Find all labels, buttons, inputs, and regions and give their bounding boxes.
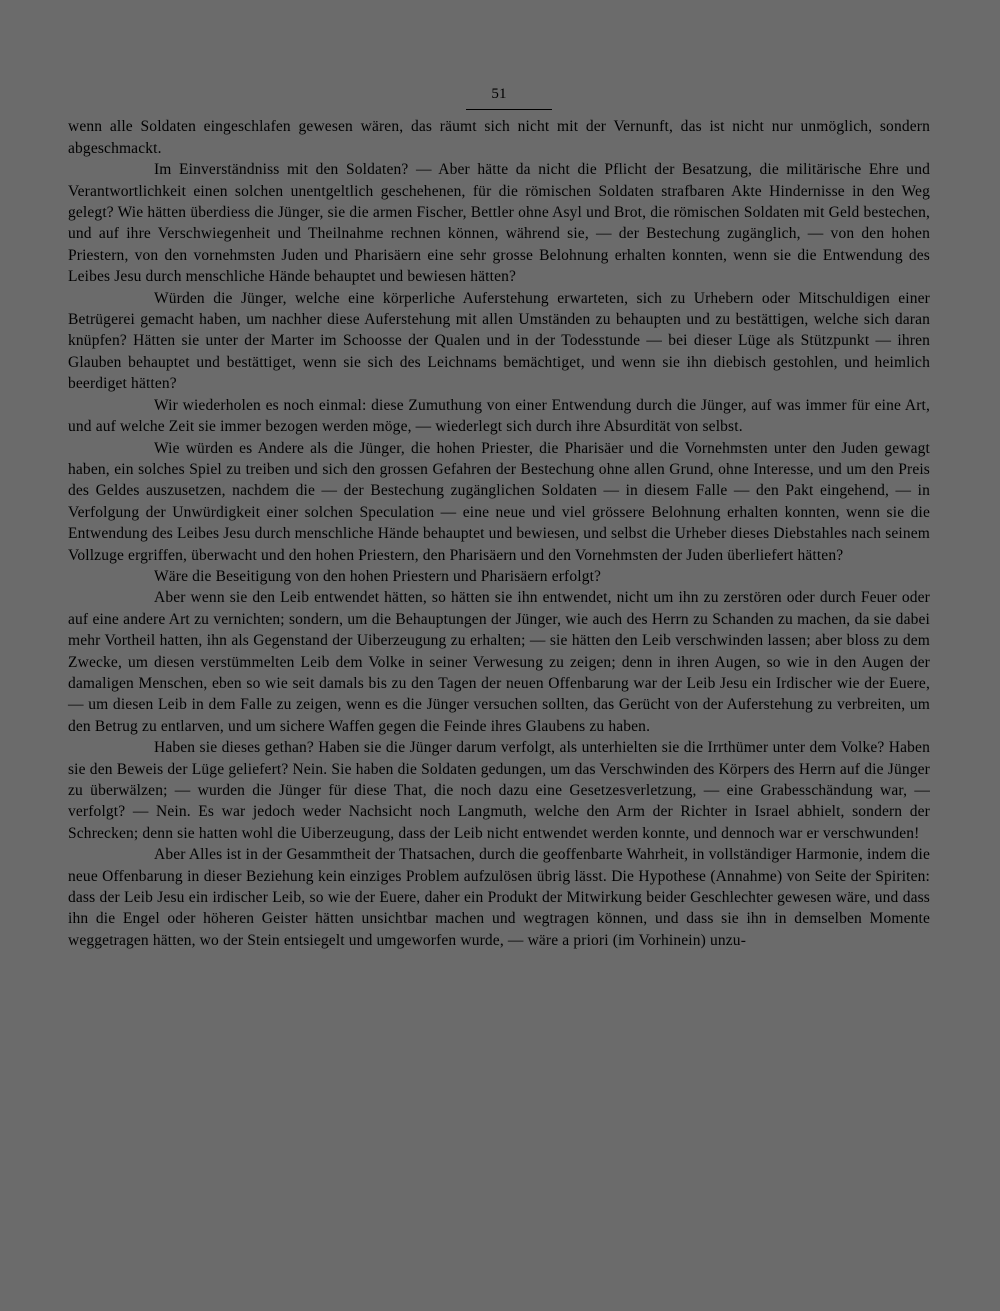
page-number: [68, 84, 930, 105]
page-number-rule: [466, 109, 552, 110]
paragraph: wenn alle Soldaten eingeschlafen gewesen wären, das räumt sich nicht mit der Vernunft, das ist nicht nur unmöglich, sondern abgeschmackt.: [68, 118, 930, 157]
paragraph: Wäre die Beseitigung von den hohen Priestern und Pharisäern erfolgt?: [154, 567, 602, 585]
paragraph: Wir wiederholen es noch einmal: diese Zumuthung von einer Entwendung durch die Jünger, auf was immer für eine Art, und auf welche Zeit sie immer bezogen werden möge, — wiederlegt sich durch ihre Absurdität von selbst.: [68, 396, 930, 436]
paragraph: Im Einverständniss mit den Soldaten? — Aber hätte da nicht die Pflicht der Besatzung, die militärische Ehre und Verantwortlichkeit einen solchen unentgeltlich geschehenen, für die römischen Soldaten strafbaren Akte Hindernisse in den Weg gelegt? Wie hätten überdiess die Jünger, sie die armen Fischer, Bettler ohne Asyl und Brot, die römischen Soldaten mit Geld bestechen, und auf ihre Verschwiegenheit und Theilnahme rechnen können, während sie, — der Bestechung zugänglich, — von den hohen Priestern, von den vornehmsten Juden und Pharisäern eine sehr grosse Belohnung erhalten konnten, wenn sie die Entwendung des Leibes Jesu durch menschliche Hände behauptet und bewiesen hätten?: [68, 161, 930, 286]
paragraph: Aber wenn sie den Leib entwendet hätten, so hätten sie ihn entwendet, nicht um ihn zu zerstören oder durch Feuer oder auf eine andere Art zu vernichten; sondern, um die Behauptungen der Jünger, wie auch des Herrn zu Schanden zu machen, da sie dabei mehr Vortheil hatten, ihn als Gegenstand der Uiberzeugung zu erhalten; — sie hätten den Leib verschwinden lassen; aber bloss zu dem Zwecke, um diesen verstümmelten Leib dem Volke in seiner Verwesung zu zeigen; denn in ihren Augen, so wie in den Augen der damaligen Menschen, eben so wie seit damals bis zu den Tagen der neuen Offenbarung war der Leib Jesu ein Irdischer wie der Euere, — um diesen Leib in dem Falle zu zeigen, wenn es die Jünger versuchen sollten, das Gerücht von der Auferstehung zu verbreiten, um den Betrug zu entlarven, und um sichere Waffen gegen die Feinde ihres Glaubens zu haben.: [68, 589, 930, 735]
paragraph: Würden die Jünger, welche eine körperliche Auferstehung erwarteten, sich zu Urhebern oder Mitschuldigen einer Betrügerei gemacht haben, um nachher diese Auferstehung mit allen Umständen zu behaupten und zu bestättigen, welche sich daran knüpfen? Hätten sie unter der Marter im Schoosse der Qualen und in der Todesstunde — bei dieser Lüge als Stützpunkt — ihren Glauben behauptet und bestättiget, wenn sie sich des Leichnams bemächtiget, und wenn sie ihn diebisch gestohlen, und heimlich beerdiget hätten?: [68, 289, 930, 393]
paragraph: Wie würden es Andere als die Jünger, die hohen Priester, die Pharisäer und die Vornehmsten unter den Juden gewagt haben, ein solches Spiel zu treiben und sich den grossen Gefahren der Bestechung ohne allen Grund, ohne Interesse, und um den Preis des Geldes auszusetzen, nachdem die — der Bestechung zugänglichen Soldaten — in diesem Falle — den Pakt eingehend, — in Verfolgung der Unwürdigkeit einer solchen Speculation — eine neue und viel grössere Belohnung erhalten konnten, wenn sie die Entwendung des Leibes Jesu durch menschliche Hände behauptet und bewiesen, und selbst die Urheber dieses Diebstahles nach seinem Vollzuge ergriffen, überwacht und den hohen Priestern, den Pharisäern und den Vornehmsten der Juden überliefert hätten?: [68, 439, 930, 564]
paragraph: Haben sie dieses gethan? Haben sie die Jünger darum verfolgt, als unterhielten sie die Irrthümer unter dem Volke? Haben sie den Beweis der Lüge geliefert? Nein. Sie haben die Soldaten gedungen, um das Verschwinden des Körpers des Herrn auf die Jünger zu überwälzen; — wurden die Jünger für diese That, die noch dazu eine Gesetzesverletzung, — eine Grabesschändung war, — verfolgt? — Nein. Es war jedoch weder Nachsicht noch Langmuth, welche den Arm der Richter in Israel abhielt, sondern der Schrecken; denn sie hatten wohl die Uiberzeugung, dass der Leib nicht entwendet werden konnte, und dennoch war er verschwunden!: [68, 739, 930, 842]
document-page: [68, 84, 930, 951]
paragraph: Aber Alles ist in der Gesammtheit der Thatsachen, durch die geoffenbarte Wahrheit, in vollständiger Harmonie, indem die neue Offenbarung in dieser Beziehung kein einziges Problem aufzulösen übrig lässt. Die Hypothese (Annahme) von Seite der Spiriten: dass der Leib Jesu ein irdischer Leib, so wie der Euere, daher ein Produkt der Mitwirkung beider Geschlechter gewesen wäre, und dass ihn die Engel oder höheren Geister hätten unsichtbar machen und wegtragen können, und dass sie ihn in demselben Momente weggetragen hätten, wo der Stein entsiegelt und umgeworfen wurde, — wäre a priori (im Vorhinein) unzu-: [68, 846, 930, 949]
page-number-text: 51: [491, 86, 507, 102]
